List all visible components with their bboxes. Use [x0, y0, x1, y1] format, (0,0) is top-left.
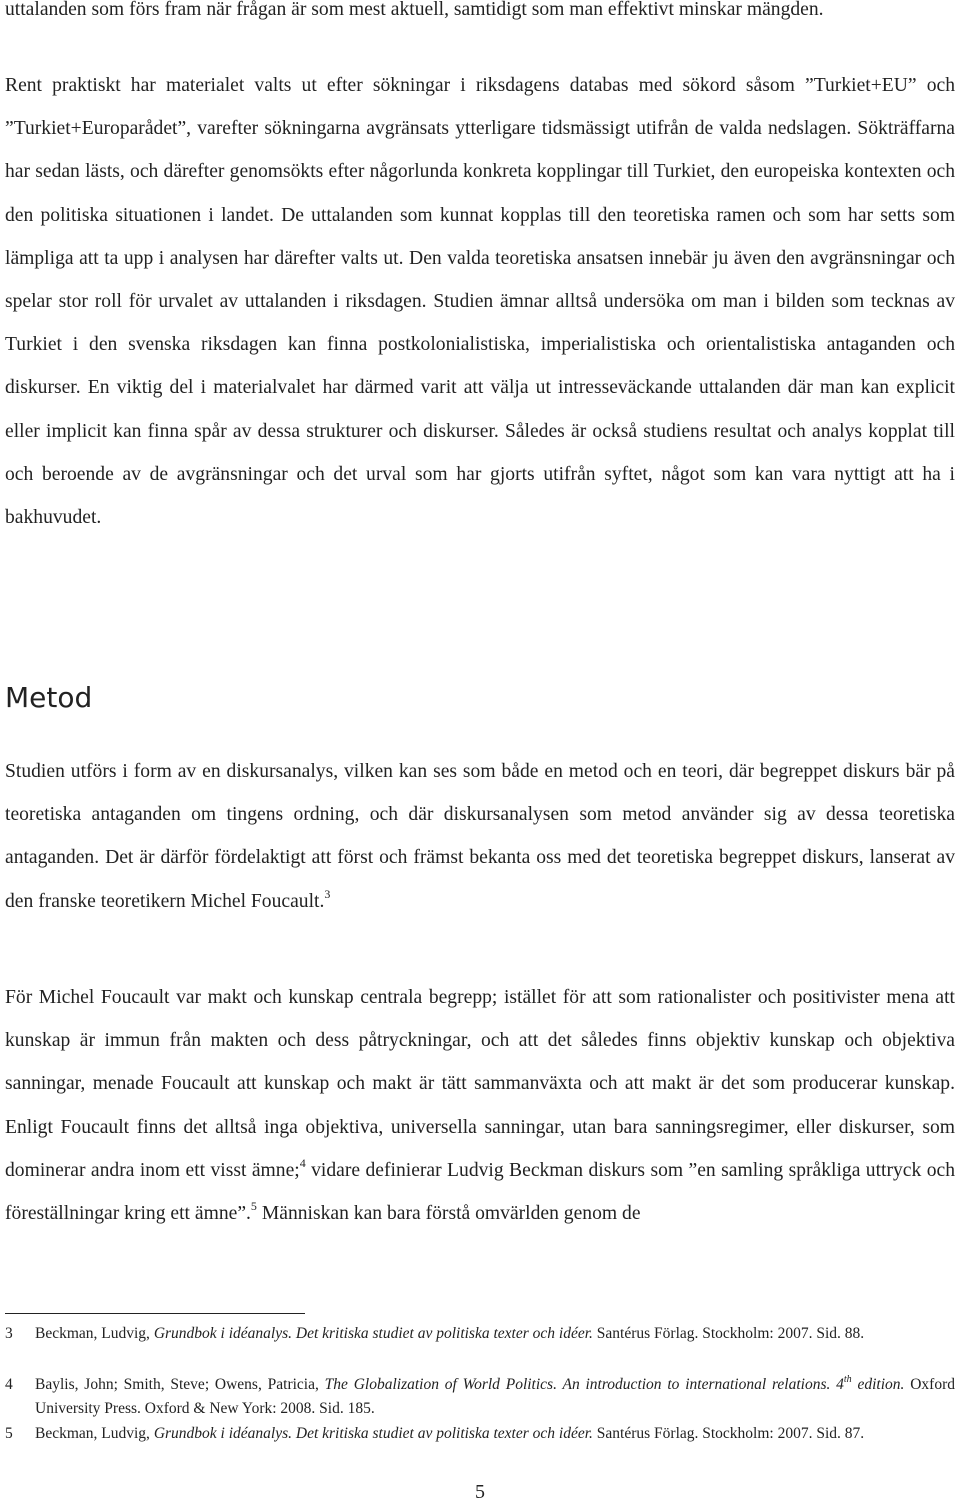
footnote-title: Grundbok i idéanalys. Det kritiska studiet av politiska texter och idéer.: [153, 1425, 593, 1442]
footnote-text: [35, 1422, 955, 1446]
continuation-paragraph: uttalanden som förs fram när frågan är som mest aktuell, samtidigt som man effektivt minskar mängden.: [5, 0, 824, 20]
footnote-number: 4: [5, 1376, 13, 1393]
section-heading-metod: Metod: [5, 681, 93, 714]
footnote-ref-3[interactable]: 3: [324, 886, 331, 901]
footnote-ref-5[interactable]: 5: [250, 1199, 257, 1214]
footnote-4: [5, 1373, 955, 1421]
footnote-ref-4[interactable]: 4: [299, 1155, 306, 1170]
footnote-text: [35, 1373, 955, 1421]
footnote-publisher: Santérus Förlag. Stockholm: 2007. Sid. 87.: [592, 1425, 865, 1442]
footnote-separator: [5, 1313, 305, 1314]
footnote-3: [5, 1322, 955, 1346]
paragraph-text: För Michel Foucault var makt och kunskap centrala begrepp; istället för att som rationalister och positivister mena att kunskap är immun från makten och dess påtryckningar, och att det således finns objektiv kunskap och objektiva sanningar, menade Foucault att kunskap och makt är tätt sammanväxta och att makt är det som producerar kunskap. Enligt Foucault finns det alltså inga objektiva, universella sanningar, utan bara sanningsregimer, eller diskurser, som dominerar andra inom ett visst ämne;: [5, 987, 955, 1181]
footnote-number: 3: [5, 1325, 13, 1342]
page-number: 5: [475, 1481, 485, 1503]
body-paragraph-material-selection: Rent praktiskt har materialet valts ut efter sökningar i riksdagens databas med sökord såsom ”Turkiet+EU” och ”Turkiet+Europarådet”, varefter sökningarna avgränsats ytterligare tidsmässigt utifrån de valda nedslagen. Sökträffarna har sedan lästs, och därefter genomsökts efter någorlunda konkreta kopplingar till Turkiet, den europeiska kontexten och den politiska situationen i landet. De uttalanden som kunnat kopplas till den teoretiska ramen och som har setts som lämpliga att ta upp i analysen har därefter valts ut. Den valda teoretiska ansatsen innebär ju även den avgränsningar och spelar stor roll för urvalet av uttalanden i riksdagen. Studien ämnar alltså undersöka om man i bilden som tecknas av Turkiet i den svenska riksdagen kan finna postkolonialistiska, imperialistiska och orientalistiska antaganden och diskurser. En viktig del i materialvalet har därmed varit att välja ut intresseväckande uttalanden där man kan explicit eller implicit kan finna spår av dessa strukturer och diskurser. Således är också studiens resultat och analys kopplat till och beroende av de avgränsningar och det urval som har gjorts utifrån syftet, något som kan vara nyttigt att ha i bakhuvudet.: [5, 75, 955, 529]
paragraph-text: Studien utförs i form av en diskursanalys, vilken kan ses som både en metod och en teori, där begreppet diskurs bär på teoretiska antaganden om tingens ordning, och där diskursanalysen som metod använder sig av dessa teoretiska antaganden. Det är därför fördelaktigt att först och främst bekanta oss med det teoretiska begreppet diskurs, lanserat av den franske teoretikern Michel Foucault.: [5, 761, 955, 912]
footnote-title: The Globalization of World Politics. An introduction to international relations. 4: [324, 1376, 844, 1393]
body-paragraph-discourse-analysis: [5, 750, 955, 923]
footnote-publisher: Oxford University Press. Oxford & New York: 2008. Sid. 185.: [35, 1376, 955, 1417]
footnote-number: 5: [5, 1425, 13, 1442]
body-paragraph-foucault: [5, 976, 955, 1235]
footnote-edition: edition.: [851, 1376, 905, 1393]
footnote-5: [5, 1422, 955, 1446]
paragraph-text: Människan kan bara förstå omvärlden genom de: [256, 1203, 641, 1225]
paragraph-text: vidare definierar Ludvig Beckman diskurs som ”en samling språkliga uttryck och föreställningar kring ett ämne”.: [5, 1159, 955, 1225]
footnote-text: [35, 1322, 955, 1346]
footnote-title: Grundbok i idéanalys. Det kritiska studiet av politiska texter och idéer.: [153, 1325, 593, 1342]
footnote-ordinal: th: [843, 1374, 852, 1385]
footnote-author: Beckman, Ludvig,: [35, 1425, 154, 1442]
footnote-author: Beckman, Ludvig,: [35, 1325, 154, 1342]
footnote-publisher: Santérus Förlag. Stockholm: 2007. Sid. 88.: [592, 1325, 865, 1342]
footnote-author: Baylis, John; Smith, Steve; Owens, Patricia,: [35, 1376, 325, 1393]
